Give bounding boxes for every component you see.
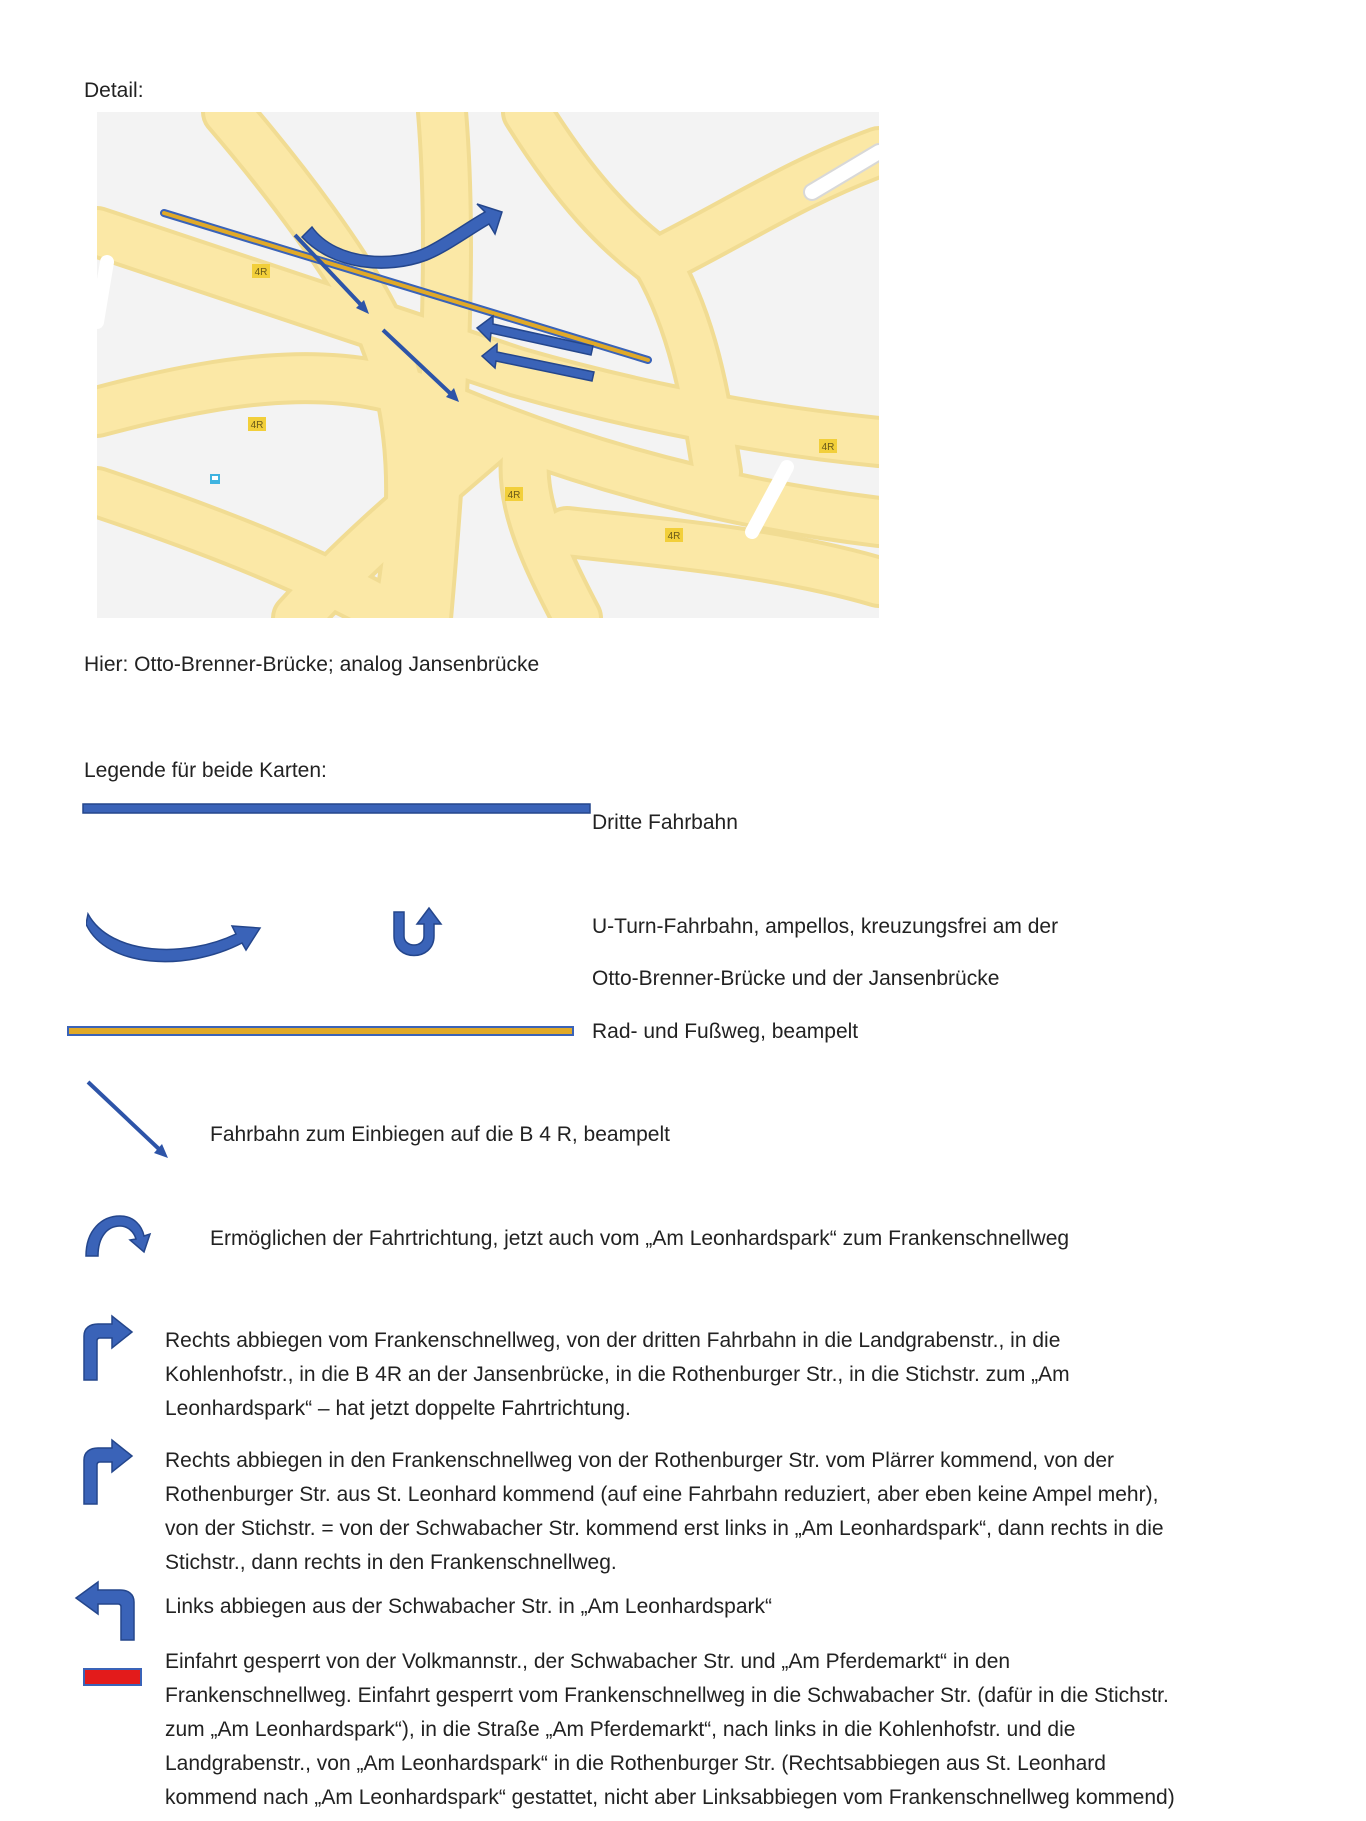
text-line: Kohlenhofstr., in die B 4R an der Jansenbrücke, in die Rothenburger Str., in die Stichstr. zum „Am [165,1363,1070,1386]
text-line: zum „Am Leonhardspark“), in die Straße „Am Pferdemarkt“, nach links in die Kohlenhofstr. und die [165,1718,1076,1741]
route-badge: 4R [250,420,264,431]
text-line: Rechts abbiegen vom Frankenschnellweg, von der dritten Fahrbahn in die Landgrabenstr., in die [165,1329,1061,1352]
curved-arrow-icon [84,1212,154,1263]
blue-line-icon [82,802,592,820]
u-turn-arrow-icon [86,906,266,973]
text-line: Einfahrt gesperrt von der Volkmannstr., der Schwabacher Str. und „Am Pferdemarkt“ in den [165,1650,1011,1673]
route-badge: 4R [507,490,521,501]
left-turn-arrow-icon [74,1580,136,1647]
route-badge: 4R [821,442,835,453]
red-bar-icon [83,1668,143,1693]
route-badge: 4R [254,267,268,278]
right-turn-arrow-icon [82,1438,134,1511]
u-turn-small-arrow-icon [390,906,450,973]
map-canvas [97,112,879,618]
legend-item-third-lane: Dritte Fahrbahn [592,811,738,834]
right-turn-arrow-icon [82,1314,134,1387]
legend-heading: Legende für beide Karten: [84,759,327,782]
text-line: Rothenburger Str. aus St. Leonhard kommend (auf eine Fahrbahn reduziert, aber eben keine Ampel mehr), [165,1483,1159,1506]
map-detail[interactable] [97,112,879,618]
legend-item-entry-closed [165,1645,1175,1815]
legend-item-left-turn: Links abbiegen aus der Schwabacher Str. in „Am Leonhardspark“ [165,1595,773,1618]
gold-line-icon [67,1025,577,1043]
legend-item-new-direction: Ermöglichen der Fahrtrichtung, jetzt auch vom „Am Leonhardspark“ zum Frankenschnellweg [210,1227,1070,1250]
legend-item-u-turn-line1: U-Turn-Fahrbahn, ampellos, kreuzungsfrei am der [592,915,1059,938]
map-caption: Hier: Otto-Brenner-Brücke; analog Jansenbrücke [84,653,540,676]
text-line: Leonhardspark“ – hat jetzt doppelte Fahrtrichtung. [165,1397,631,1420]
text-line: von der Stichstr. = von der Schwabacher Str. kommend erst links in „Am Leonhardspark“, dann rechts in die [165,1517,1164,1540]
route-badge: 4R [667,531,681,542]
legend-item-right-turn-from [165,1324,1070,1426]
legend-item-right-turn-into [165,1444,1164,1580]
diagonal-arrow-icon [84,1078,170,1165]
text-line: Rechts abbiegen in den Frankenschnellweg von der Rothenburger Str. vom Plärrer kommend, von der [165,1449,1115,1472]
text-line: Frankenschnellweg. Einfahrt gesperrt vom Frankenschnellweg in die Schwabacher Str. (dafür in die Stichstr. [165,1684,1169,1707]
detail-label: Detail: [84,79,144,102]
legend-item-merge-lane: Fahrbahn zum Einbiegen auf die B 4 R, beampelt [210,1123,670,1146]
legend-item-u-turn-line2: Otto-Brenner-Brücke und der Jansenbrücke [592,967,1000,990]
text-line: kommend nach „Am Leonhardspark“ gestattet, nicht aber Linksabbiegen vom Frankenschnellweg kommend) [165,1786,1175,1809]
legend-item-bike-path: Rad- und Fußweg, beampelt [592,1020,859,1043]
text-line: Stichstr., dann rechts in den Frankenschnellweg. [165,1551,617,1574]
text-line: Landgrabenstr., von „Am Leonhardspark“ in die Rothenburger Str. (Rechtsabbiegen aus St. Leonhard [165,1752,1106,1775]
